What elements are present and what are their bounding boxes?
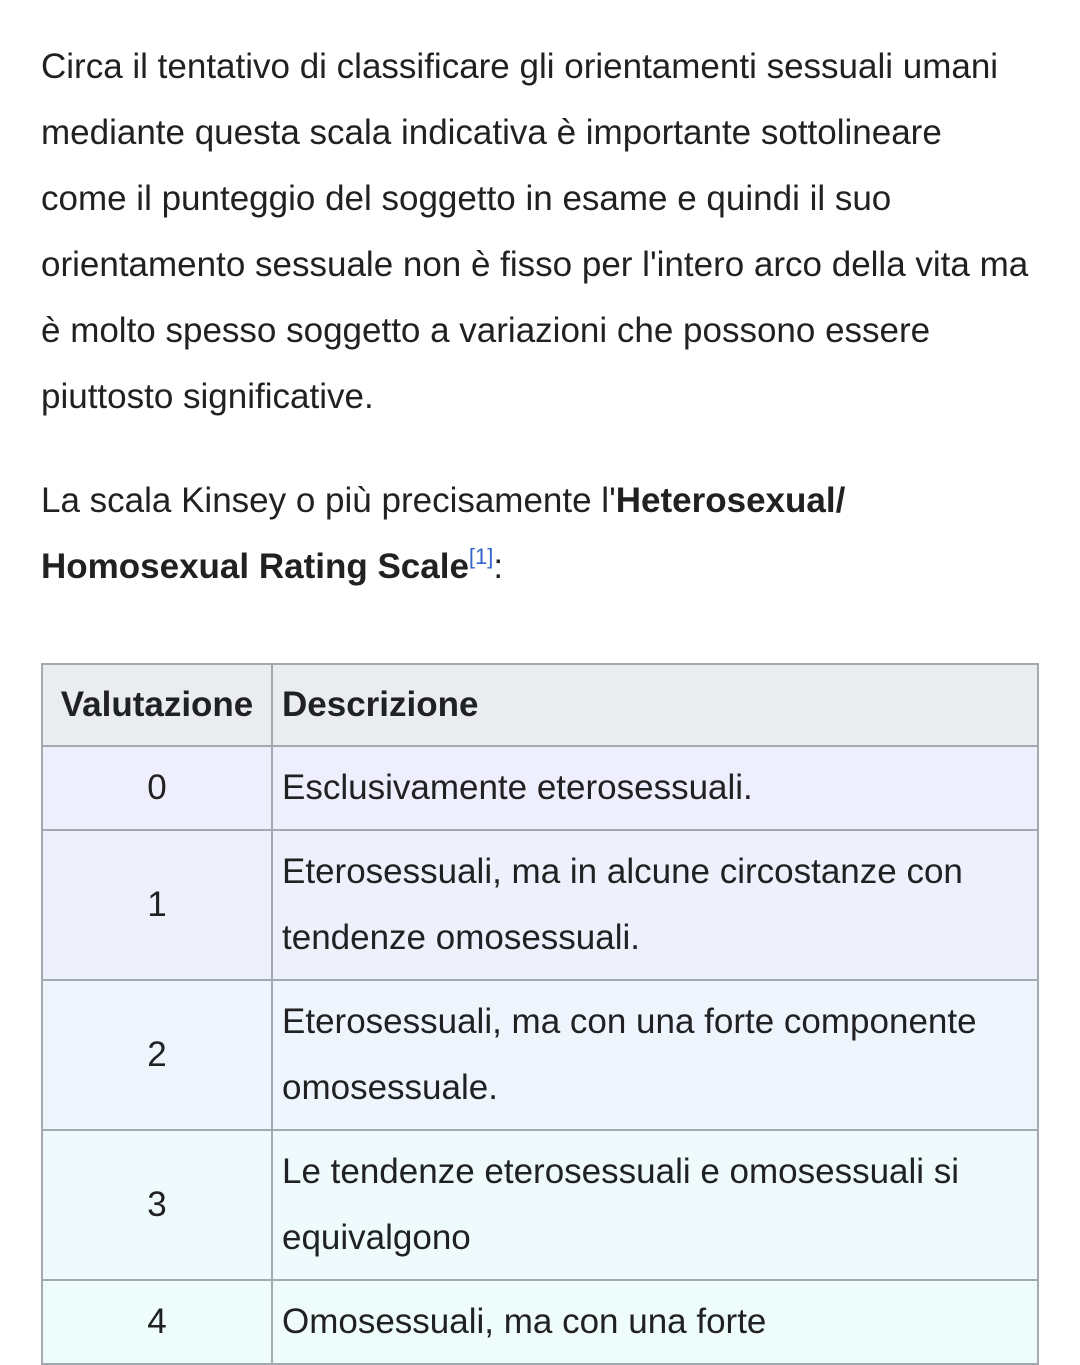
header-description: Descrizione (272, 664, 1038, 746)
kinsey-scale-table (41, 663, 1039, 1365)
reference-link[interactable]: [1] (468, 544, 494, 569)
rating-cell: 0 (42, 746, 272, 830)
table-row (42, 1130, 1038, 1280)
description-cell: Eterosessuali, ma in alcune circostanze con tendenze omosessuali. (272, 830, 1038, 980)
rating-cell: 2 (42, 980, 272, 1130)
description-cell: Omosessuali, ma con una forte (272, 1280, 1038, 1364)
table-row (42, 746, 1038, 830)
description-cell: Le tendenze eterosessuali e omosessuali si equivalgono (272, 1130, 1038, 1280)
scale-name: Heterosexual/ Homosexual Rating Scale (41, 481, 846, 586)
intro-paragraph: Circa il tentativo di classificare gli orientamenti sessuali umani mediante questa scala indicativa è importante sottolineare come il punteggio del soggetto in esame e quindi il suo orientamento sessuale non è fisso per l'intero arco della vita ma è molto spesso soggetto a variazioni che possono essere piuttosto significative. (41, 47, 1029, 416)
rating-cell: 1 (42, 830, 272, 980)
table-row (42, 1280, 1038, 1364)
table-row (42, 980, 1038, 1130)
scale-intro-paragraph (41, 468, 991, 600)
description-cell: Esclusivamente eterosessuali. (272, 746, 1038, 830)
article-body (41, 34, 1041, 600)
rating-cell: 4 (42, 1280, 272, 1364)
table-header-row (42, 664, 1038, 746)
header-rating: Valutazione (42, 664, 272, 746)
scale-intro-suffix: : (493, 547, 504, 586)
rating-cell: 3 (42, 1130, 272, 1280)
description-cell: Eterosessuali, ma con una forte componente omosessuale. (272, 980, 1038, 1130)
scale-intro-prefix: La scala Kinsey o più precisamente l' (41, 481, 616, 520)
table-row (42, 830, 1038, 980)
